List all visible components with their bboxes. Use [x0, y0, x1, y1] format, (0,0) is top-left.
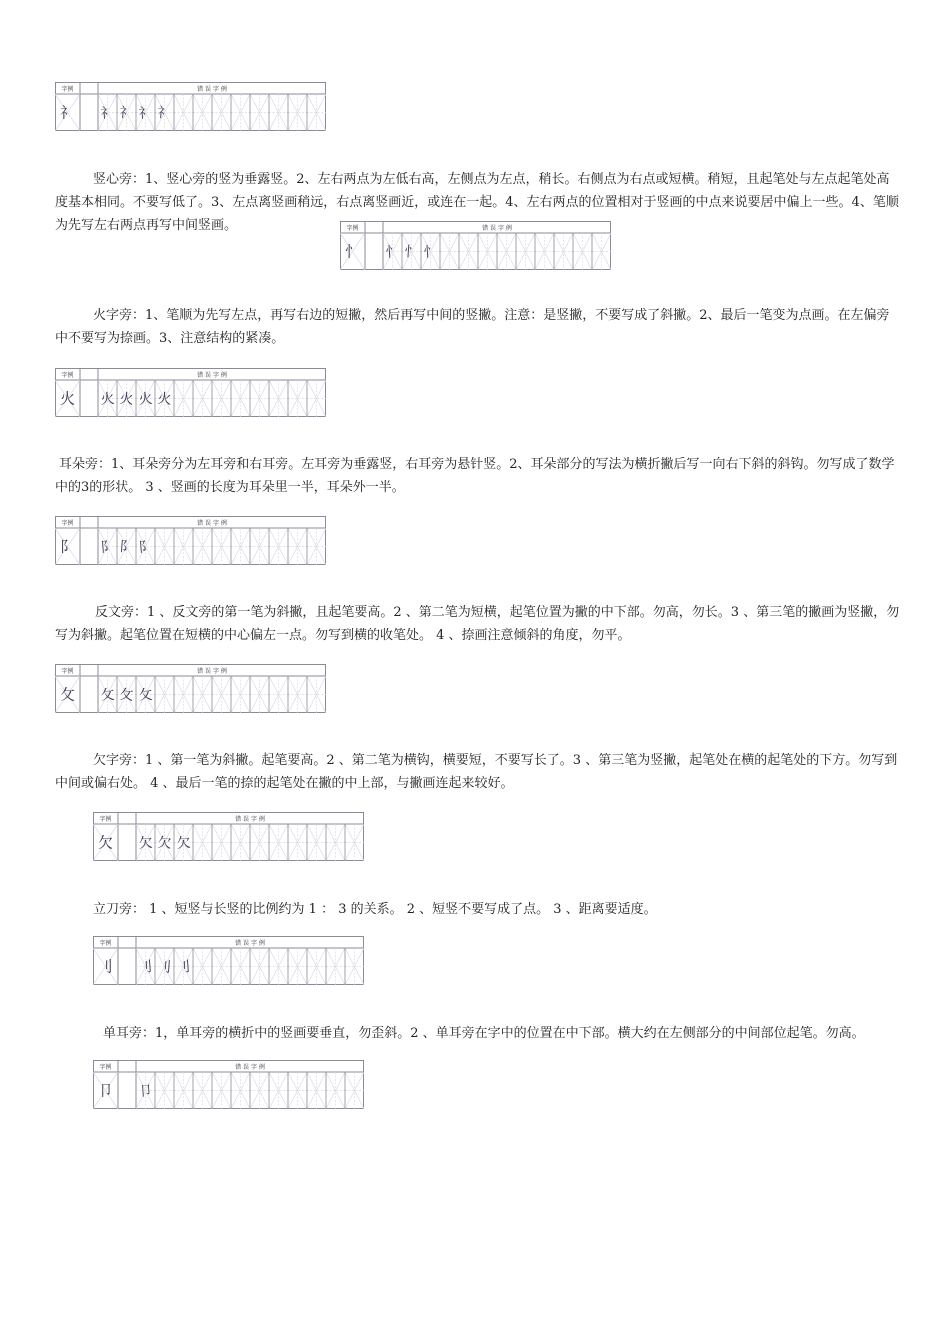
sample-character: 卩 [97, 1081, 114, 1100]
error-character: 刂 [138, 959, 154, 976]
errors-label: 错 误 字 例 [197, 520, 227, 527]
paragraph-huozi: 火字旁：1、笔顺为先写左点，再写右边的短撇，然后再写中间的竖撇。注意：是竖撇，不要写成了斜撇。2、最后一笔变为点画。在左偏旁中不要写为捺画。3、注意结构的紧凑。 [55, 308, 890, 346]
error-character: 攵 [138, 687, 154, 704]
error-character: 礻 [100, 105, 116, 122]
sample-character: 火 [59, 389, 76, 408]
error-character: 忄 [403, 244, 419, 261]
errors-label: 错 误 字 例 [197, 372, 227, 379]
sample-character: 阝 [59, 537, 76, 556]
errors-label: 错 误 字 例 [197, 668, 227, 675]
error-character: 火 [100, 391, 116, 408]
practice-grid-fanwen [55, 664, 326, 713]
error-character: 礻 [156, 105, 172, 122]
sample-character: 刂 [97, 957, 114, 976]
error-character: 礻 [138, 105, 154, 122]
paragraph-shuxin: 竖心旁：1、竖心旁的竖为垂露竖。2、左右两点为左低右高，左侧点为左点，稍长。右侧点为右点或短横。稍短，且起笔处与左点起笔处高度基本相同。不要写低了。3、左点离竖画稍远，右点离竖画近，或连在一起。4、左右两点的位置相对于竖画的中点来说要居中偏上一些。4、笔顺为先写左右两点再写中间竖画。 [55, 172, 899, 233]
paragraph-lidao: 立刀旁： 1 、短竖与长竖的比例约为 1 ： 3 的关系。 2 、短竖不要写成了点。 3 、距离要适度。 [93, 902, 657, 917]
error-character: 欠 [138, 835, 154, 852]
practice-grid-shiz [55, 82, 326, 131]
error-character: 火 [156, 391, 172, 408]
error-character: 攵 [118, 687, 134, 704]
error-character: 火 [138, 391, 154, 408]
sample-label: 字例 [61, 86, 74, 93]
sample-character: 忄 [344, 242, 361, 261]
error-character: 忄 [423, 244, 439, 261]
error-character: 火 [118, 391, 134, 408]
errors-label: 错 误 字 例 [235, 1064, 265, 1071]
error-character: 刂 [176, 959, 192, 976]
sample-label: 字例 [61, 668, 74, 675]
error-character: 卩 [138, 1083, 154, 1100]
errors-label: 错 误 字 例 [235, 940, 265, 947]
sample-label: 字例 [99, 816, 112, 823]
error-character: 欠 [176, 835, 192, 852]
sample-character: 欠 [97, 833, 114, 852]
error-character: 阝 [100, 539, 116, 556]
practice-grid-huozi [55, 368, 326, 417]
paragraph-qianzi: 欠字旁：1 、第一笔为斜撇。起笔要高。2 、第二笔为横钩，横要短，不要写长了。3 、第三笔为竖撇，起笔处在横的起笔处的下方。勿写到中间或偏右处。 4 、最后一笔的捺的起笔处在撇的中上部，与撇画连起来较好。 [55, 753, 898, 791]
practice-grid-lidao [93, 936, 364, 985]
error-character: 阝 [118, 539, 134, 556]
error-character: 刂 [156, 959, 172, 976]
sample-character: 礻 [59, 103, 76, 122]
sample-label: 字例 [99, 1064, 112, 1071]
error-character: 忄 [385, 244, 401, 261]
error-character: 攵 [100, 687, 116, 704]
practice-grid-erduo [55, 516, 326, 565]
sample-label: 字例 [61, 520, 74, 527]
error-character: 阝 [138, 539, 154, 556]
paragraph-fanwen: 反文旁：1 、反文旁的第一笔为斜撇，且起笔要高。2 、第二笔为短横，起笔位置为撇的中下部。勿高，勿长。3 、第三笔的撇画为竖撇，勿写为斜撇。起笔位置在短横的中心偏左一点。勿写到横的收笔处。 4 、捺画注意倾斜的角度，勿平。 [55, 605, 900, 643]
practice-grid-daner [93, 1060, 364, 1109]
practice-grid-qianzi [93, 812, 364, 861]
paragraph-daner: 单耳旁：1，单耳旁的横折中的竖画要垂直，勿歪斜。2 、单耳旁在字中的位置在中下部。横大约在左侧部分的中间部位起笔。勿高。 [103, 1026, 865, 1041]
error-character: 欠 [156, 835, 172, 852]
errors-label: 错 误 字 例 [482, 225, 512, 232]
sample-label: 字例 [99, 940, 112, 947]
sample-label: 字例 [61, 372, 74, 379]
sample-character: 攵 [59, 685, 76, 704]
sample-label: 字例 [346, 225, 359, 232]
practice-grid-shuxin [340, 221, 611, 270]
paragraph-erduo: 耳朵旁：1、耳朵旁分为左耳旁和右耳旁。左耳旁为垂露竖，右耳旁为悬针竖。2、耳朵部分的写法为横折撇后写一向右下斜的斜钩。勿写成了数学中的3的形状。 3 、竖画的长度为耳朵里一半，耳朵外一半。 [55, 457, 895, 495]
errors-label: 错 误 字 例 [197, 86, 227, 93]
error-character: 礻 [118, 105, 134, 122]
errors-label: 错 误 字 例 [235, 816, 265, 823]
